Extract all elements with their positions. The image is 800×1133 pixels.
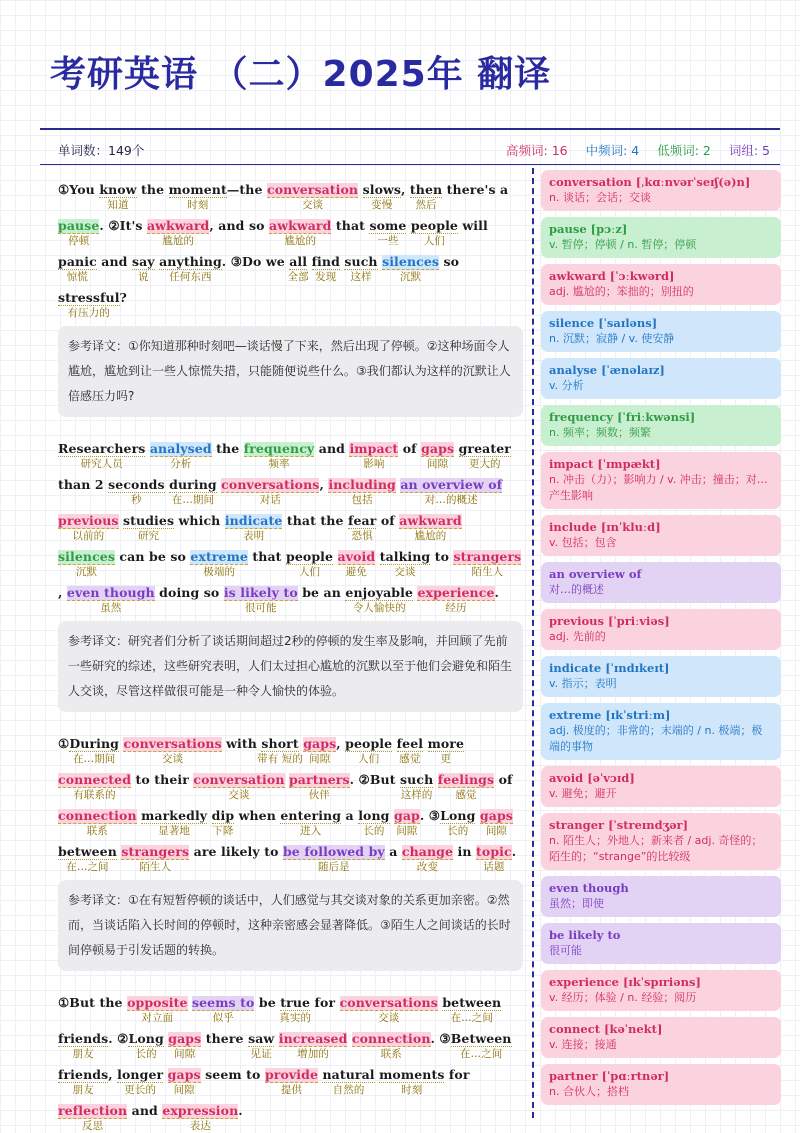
word-translation: 话题 <box>483 861 505 873</box>
passage-word: such 这样的 <box>400 772 434 801</box>
passage-word: conversations 交谈 <box>123 736 222 765</box>
passage-word: even though 虽然 <box>66 585 155 614</box>
passage-word: frequency 频率 <box>243 441 315 470</box>
vocab-definition: v. 避免；避开 <box>549 787 617 800</box>
word-translation: 间隙 <box>173 1084 195 1096</box>
passage-word: more 更 <box>427 736 465 765</box>
word-translation: 令人愉快的 <box>352 602 406 614</box>
word-translation: 联系 <box>86 825 108 837</box>
word-translation: 朋友 <box>72 1084 94 1096</box>
word-translation: 间隙 <box>485 825 508 837</box>
vocab-headword: extreme [ɪkˈstriːm] <box>549 708 671 722</box>
word-translation: 然后 <box>415 199 437 211</box>
vocab-headword: indicate [ˈɪndɪkeɪt] <box>549 661 670 675</box>
word-translation: 带有 短的 <box>257 753 303 765</box>
passage-word: feelings 感觉 <box>437 772 495 801</box>
vocab-card <box>541 876 781 917</box>
word-translation: 在…之间 <box>450 1012 493 1024</box>
passage-word: awkward 尴尬的 <box>146 218 210 247</box>
vocab-card <box>541 217 781 258</box>
passage-word: during 在…期间 <box>169 477 217 506</box>
passage-word: gap 间隙 <box>393 808 420 837</box>
passage-word: previous 以前的 <box>58 513 119 542</box>
word-translation: 表明 <box>242 530 265 542</box>
word-translation: 停顿 <box>68 235 90 247</box>
vocab-definition: n. 沉默；寂静 / v. 使安静 <box>549 332 675 345</box>
reference-translation: 参考译文：研究者们分析了谈话期间超过2秒的停顿的发生率及影响，并回顾了先前一些研究的综述，这些研究表明，人们太过担心尴尬的沉默以至于他们会避免和陌生人交谈，尽管这样做很可能是一种令人愉快的体验。 <box>58 621 523 712</box>
word-translation: 更长的 <box>124 1084 157 1096</box>
word-translation: 似乎 <box>212 1012 234 1024</box>
word-translation: 秒 <box>131 494 142 506</box>
vocab-card <box>541 405 781 446</box>
word-translation: 间隙 <box>396 825 418 837</box>
vocab-card <box>541 515 781 556</box>
passage-word: conversations 对话 <box>221 477 320 506</box>
passage-word: conversations 交谈 <box>339 995 438 1024</box>
vocab-definition: v. 暂停；停顿 / n. 暂停；停顿 <box>549 238 697 251</box>
vocab-headword: previous [ˈpriːviəs] <box>549 614 670 628</box>
word-translation: 频率 <box>268 458 290 470</box>
word-translation: 感觉 <box>455 789 477 801</box>
word-translation: 提供 <box>280 1084 303 1096</box>
passage-word: silences 沉默 <box>382 254 440 283</box>
vocab-card <box>541 923 781 964</box>
passage-word: connection 联系 <box>351 1031 431 1060</box>
top-divider <box>40 128 780 130</box>
passage-word: pause 停顿 <box>58 218 100 247</box>
word-translation: 更大的 <box>468 458 501 470</box>
vocab-headword: stranger [ˈstreɪndʒər] <box>549 818 689 832</box>
vocab-headword: frequency [ˈfriːkwənsi] <box>549 410 696 424</box>
passage-word: conversation 交谈 <box>193 772 285 801</box>
vocab-card <box>541 452 781 509</box>
word-translation: 包括 <box>351 494 373 506</box>
passage-word: markedly 显著地 <box>141 808 208 837</box>
passage-word: such 这样 <box>344 254 378 283</box>
word-translation: 避免 <box>345 566 367 578</box>
passage-word: gaps 间隙 <box>421 441 455 470</box>
passage-word: seconds 秒 <box>108 477 165 506</box>
passage-word: fear 恐惧 <box>348 513 377 542</box>
word-translation: 虽然 <box>100 602 122 614</box>
passage-word: Long 长的 <box>440 808 476 837</box>
vocab-card <box>541 656 781 697</box>
frequency-counts <box>492 141 770 159</box>
vocab-definition: adj. 极度的；非常的；末端的 / n. 极端；极端的事物 <box>549 724 763 753</box>
word-translation: 交谈 <box>161 753 184 765</box>
passage-word: change 改变 <box>401 844 454 873</box>
word-translation: 增加的 <box>297 1048 329 1060</box>
passage-word: gaps 间隙 <box>303 736 337 765</box>
word-translation: 沉默 <box>399 271 422 283</box>
reference-translation: 参考译文：①在有短暂停顿的谈话中，人们感觉与其交谈对象的关系更加亲密。②然而，当谈话陷入长时间的停顿时，这种亲密感会显著降低。③陌生人之间谈话的长时间停顿易于引发话题的转换。 <box>58 880 523 971</box>
word-translation: 对立面 <box>141 1012 174 1024</box>
vocab-headword: impact [ˈɪmpækt] <box>549 457 661 471</box>
passage-word: opposite 对立面 <box>127 995 188 1024</box>
passage-paragraph: ①During 在…期间 conversations 交谈 with short 带有 短的 gaps 间隙 , people 人们 feel 感觉 more 更 connected 有联系的 to their conversation 交谈 partners 伙伴 . ②But such 这样的 feelings 感觉 of connection 联系 markedly 显著地 dip 下降 when entering 进入 a long 长的 gap 间隙 . ③Long 长的 gaps 间隙 between 在…之间 strangers 陌生人 are likely to be followed by 随后是 a change 改变 in topic 话题 . <box>58 736 517 873</box>
passage-word: then 然后 <box>409 182 443 211</box>
vocab-headword: conversation [ˌkɑːnvərˈseɪʃ(ə)n] <box>549 175 751 189</box>
vocab-definition: n. 谈话；会话；交谈 <box>549 191 651 204</box>
passage-paragraph: ①But the opposite 对立面 seems to 似乎 be true 真实的 for conversations 交谈 between 在…之间 friends 朋友 . ②Long 长的 gaps 间隙 there saw 见证 increased 增加的 connection 联系 . ③Between 在…之间 friends 朋友 , longer 更长的 gaps 间隙 seem to provide 提供 natural 自然的 moments 时刻 for reflection 反思 and expression 表达 . <box>58 995 512 1132</box>
vocab-definition: 很可能 <box>549 944 582 957</box>
word-translation: 长的 <box>447 825 469 837</box>
word-count: 单词数：149个 <box>58 143 145 158</box>
word-translation: 下降 <box>212 825 234 837</box>
vocab-definition: 对…的概述 <box>549 583 604 596</box>
passage-word: gaps 间隙 <box>168 1031 202 1060</box>
passage-word: gaps 间隙 <box>479 808 513 837</box>
word-translation: 交谈 <box>301 199 324 211</box>
passage-word: slows 变慢 <box>362 182 401 211</box>
passage-word: stressful 有压力的 <box>58 290 120 319</box>
vocab-definition: adj. 尴尬的；笨拙的；别扭的 <box>549 285 694 298</box>
passage-word: impact 影响 <box>349 441 399 470</box>
passage-word: expression 表达 <box>162 1103 239 1132</box>
word-translation: 见证 <box>250 1048 272 1060</box>
word-translation: 长的 <box>135 1048 157 1060</box>
passage-word: saw 见证 <box>248 1031 275 1060</box>
vocab-headword: awkward [ˈɔːkwərd] <box>549 269 675 283</box>
vocab-definition: n. 频率；频数；频繁 <box>549 426 651 439</box>
vocabulary-list <box>541 170 781 1111</box>
word-translation: 人们 <box>358 753 380 765</box>
word-translation: 尴尬的 <box>414 530 447 542</box>
word-translation: 很可能 <box>244 602 277 614</box>
stats-bar <box>58 141 770 159</box>
passage-word: strangers 陌生人 <box>453 549 522 578</box>
word-translation: 陌生人 <box>139 861 172 873</box>
high-frequency-count: 高频词: 16 <box>506 143 568 158</box>
word-translation: 研究人员 <box>80 458 123 470</box>
vocab-card <box>541 1017 781 1058</box>
vocab-card <box>541 358 781 399</box>
word-translation: 间隙 <box>174 1048 196 1060</box>
word-translation: 自然的 <box>332 1084 365 1096</box>
word-translation: 说 <box>137 271 149 283</box>
passage-word: partners 伙伴 <box>288 772 350 801</box>
word-translation: 感觉 <box>399 753 421 765</box>
passage-word: moment 时刻 <box>168 182 227 211</box>
word-translation: 尴尬的 <box>162 235 195 247</box>
vocab-card <box>541 264 781 305</box>
passage-word: long 长的 <box>358 808 390 837</box>
vocab-headword: pause [pɔːz] <box>549 222 628 236</box>
passage-word: friends 朋友 <box>58 1031 109 1060</box>
word-translation: 对…的概述 <box>424 494 478 506</box>
word-translation: 交谈 <box>378 1012 400 1024</box>
vocab-card <box>541 562 781 603</box>
vocab-definition: adj. 先前的 <box>549 630 606 643</box>
passage-word: Between 在…之间 <box>450 1031 512 1060</box>
vocab-headword: analyse [ˈænəlaɪz] <box>549 363 665 377</box>
vocab-headword: include [ɪnˈkluːd] <box>549 520 661 534</box>
vocab-card <box>541 703 781 760</box>
word-translation: 惊慌 <box>66 271 88 283</box>
passage-word: talking 交谈 <box>379 549 431 578</box>
passage-word: analysed 分析 <box>149 441 212 470</box>
passage-word: experience 经历 <box>417 585 495 614</box>
vocab-definition: v. 连接；接通 <box>549 1038 617 1051</box>
vocab-definition: n. 陌生人；外地人；新来者 / adj. 奇怪的；陌生的；“strange”的比较级 <box>549 834 763 863</box>
vocab-card <box>541 609 781 650</box>
vocab-headword: connect [kəˈnekt] <box>549 1022 663 1036</box>
vocab-definition: v. 经历；体验 / n. 经验；阅历 <box>549 991 697 1004</box>
vocab-card <box>541 1064 781 1105</box>
vocab-headword: partner [ˈpɑːrtnər] <box>549 1069 670 1083</box>
vocab-definition: v. 分析 <box>549 379 584 392</box>
word-translation: 有联系的 <box>73 789 116 801</box>
word-translation: 研究 <box>137 530 160 542</box>
word-translation: 随后是 <box>317 861 350 873</box>
passage-word: reflection 反思 <box>58 1103 128 1132</box>
passage-word: be followed by 随后是 <box>282 844 385 873</box>
vocab-headword: avoid [əˈvɔɪd] <box>549 771 635 785</box>
word-translation: 朋友 <box>72 1048 94 1060</box>
passage-word: people 人们 <box>345 736 393 765</box>
passage-word: seems to 似乎 <box>191 995 255 1024</box>
word-translation: 长的 <box>363 825 385 837</box>
reference-translation: 参考译文：①你知道那种时刻吧—谈话慢了下来，然后出现了停顿。②这种场面令人尴尬，尴尬到让一些人惊慌失措，只能随便说些什么。③我们都认为这样的沉默让人倍感压力吗? <box>58 326 523 417</box>
word-translation: 全部 <box>287 271 309 283</box>
word-translation: 时刻 <box>401 1084 423 1096</box>
word-translation: 时刻 <box>187 199 209 211</box>
word-translation: 间隙 <box>309 753 331 765</box>
word-translation: 陌生人 <box>471 566 504 578</box>
passage-word: an overview of 对…的概述 <box>400 477 503 506</box>
word-translation: 在…期间 <box>72 753 116 765</box>
passage-word: Long 长的 <box>128 1031 164 1060</box>
word-translation: 以前的 <box>72 530 105 542</box>
passage-word: people 人们 <box>286 549 334 578</box>
passage-word: natural 自然的 <box>322 1067 375 1096</box>
word-translation: 变慢 <box>371 199 393 211</box>
word-translation: 交谈 <box>394 566 416 578</box>
vocab-headword: silence [ˈsaɪləns] <box>549 316 658 330</box>
word-translation: 沉默 <box>75 566 98 578</box>
word-translation: 这样 <box>350 271 372 283</box>
passage-word: some 一些 <box>369 218 407 247</box>
word-translation: 进入 <box>300 825 322 837</box>
word-translation: 一些 <box>377 235 399 247</box>
passage-word: longer 更长的 <box>117 1067 164 1096</box>
vocab-card <box>541 170 781 211</box>
word-translation: 影响 <box>363 458 385 470</box>
low-frequency-count: 低频词: 2 <box>657 143 711 158</box>
word-translation: 有压力的 <box>67 307 110 319</box>
passage-word: awkward 尴尬的 <box>399 513 462 542</box>
passage-word: provide 提供 <box>264 1067 319 1096</box>
passage-word: know 知道 <box>99 182 137 211</box>
passage-word: Researchers 研究人员 <box>58 441 146 470</box>
passage-word: entering 进入 <box>280 808 342 837</box>
vocab-headword: be likely to <box>549 928 621 942</box>
word-translation: 真实的 <box>279 1012 312 1024</box>
mid-frequency-count: 中频词: 4 <box>585 143 640 158</box>
passage-word: gaps 间隙 <box>167 1067 201 1096</box>
passage-word: panic 惊慌 <box>58 254 97 283</box>
vocab-definition: n. 冲击（力）；影响力 / v. 冲击；撞击；对…产生影响 <box>549 473 768 502</box>
passage-word: feel 感觉 <box>396 736 424 765</box>
word-translation: 任何东西 <box>169 271 212 283</box>
passage-word: people 人们 <box>410 218 458 247</box>
passage-word: silences 沉默 <box>58 549 115 578</box>
passage-word: conversation 交谈 <box>267 182 359 211</box>
passage-word: strangers 陌生人 <box>121 844 190 873</box>
passage-word: dip 下降 <box>211 808 235 837</box>
stats-divider <box>40 164 780 165</box>
vocab-card <box>541 311 781 352</box>
word-translation: 经历 <box>445 602 467 614</box>
passage-word: indicate 表明 <box>224 513 283 542</box>
vocab-definition: n. 合伙人；搭档 <box>549 1085 629 1098</box>
word-translation: 间隙 <box>426 458 449 470</box>
passage-word: increased 增加的 <box>278 1031 348 1060</box>
word-translation: 改变 <box>416 861 439 873</box>
passage-word: say 说 <box>131 254 155 283</box>
passage-word: find 发现 <box>311 254 340 283</box>
passage-word: between 在…之间 <box>58 844 117 873</box>
passage-word: connected 有联系的 <box>58 772 132 801</box>
column-divider <box>532 168 534 1118</box>
word-translation: 对话 <box>259 494 281 506</box>
vocab-card <box>541 970 781 1011</box>
passage-word: studies 研究 <box>123 513 175 542</box>
word-translation: 交谈 <box>228 789 250 801</box>
word-translation: 表达 <box>189 1120 211 1132</box>
vocab-definition: v. 指示；表明 <box>549 677 617 690</box>
passage-word: During 在…期间 <box>69 736 120 765</box>
passage-word: is likely to 很可能 <box>223 585 298 614</box>
vocab-definition: v. 包括；包含 <box>549 536 617 549</box>
vocab-definition: 虽然；即使 <box>549 897 604 910</box>
vocab-card <box>541 766 781 807</box>
word-translation: 在…之间 <box>66 861 109 873</box>
vocab-headword: an overview of <box>549 567 642 581</box>
vocab-headword: even though <box>549 881 629 895</box>
word-translation: 显著地 <box>158 825 191 837</box>
word-translation: 人们 <box>298 566 321 578</box>
passage-word: connection 联系 <box>58 808 137 837</box>
passage-word: true 真实的 <box>279 995 312 1024</box>
passage-word: friends 朋友 <box>58 1067 109 1096</box>
passage-column <box>58 172 523 1132</box>
vocab-card <box>541 813 781 870</box>
word-translation: 人们 <box>423 235 446 247</box>
passage-word: including 包括 <box>328 477 396 506</box>
passage-word: all 全部 <box>287 254 309 283</box>
phrase-count: 词组: 5 <box>728 143 770 158</box>
passage-word: topic 话题 <box>476 844 512 873</box>
word-translation: 恐惧 <box>351 530 373 542</box>
vocab-headword: experience [ɪkˈspɪriəns] <box>549 975 701 989</box>
word-translation: 伙伴 <box>308 789 330 801</box>
passage-word: awkward 尴尬的 <box>269 218 332 247</box>
passage-word: enjoyable 令人愉快的 <box>345 585 414 614</box>
word-translation: 在…之间 <box>459 1048 503 1060</box>
passage-word: extreme 极端的 <box>190 549 248 578</box>
passage-word: greater 更大的 <box>458 441 511 470</box>
word-translation: 发现 <box>315 271 337 283</box>
passage-paragraph: Researchers 研究人员 analysed 分析 the frequency 频率 and impact 影响 of gaps 间隙 greater 更大的 than 2 seconds 秒 during 在…期间 conversations 对话 , including 包括 an overview of 对…的概述 previous 以前的 studies 研究 which indicate 表明 that the fear 恐惧 of awkward 尴尬的 silences 沉默 can be so extreme 极端的 that people 人们 avoid 避免 talking 交谈 to strangers 陌生人 , even though 虽然 doing so is likely to 很可能 be an enjoyable 令人愉快的 experience 经历 . <box>58 441 522 614</box>
word-translation: 在…期间 <box>171 494 215 506</box>
passage-word: avoid 避免 <box>337 549 376 578</box>
word-translation: 极端的 <box>203 566 236 578</box>
word-translation: 反思 <box>81 1120 104 1132</box>
word-translation: 更 <box>440 753 452 765</box>
word-translation: 尴尬的 <box>284 235 317 247</box>
passage-word: moments 时刻 <box>379 1067 445 1096</box>
passage-word: short 带有 短的 <box>257 736 303 765</box>
word-translation: 知道 <box>107 199 129 211</box>
passage-paragraph: ①You know 知道 the moment 时刻 —the conversation 交谈 slows 变慢 , then 然后 there's a pause 停顿 . ②It's awkward 尴尬的 , and so awkward 尴尬的 that some 一些 people 人们 will panic 惊慌 and say 说 anything 任何东西 . ③Do we all 全部 find 发现 such 这样 silences 沉默 so stressful 有压力的 ? <box>58 182 509 319</box>
word-translation: 联系 <box>380 1048 402 1060</box>
page-title: 考研英语 （二）2025年 翻译 <box>50 54 552 95</box>
word-translation: 这样的 <box>400 789 433 801</box>
passage-word: anything 任何东西 <box>159 254 222 283</box>
word-translation: 分析 <box>170 458 192 470</box>
passage-word: between 在…之间 <box>442 995 502 1024</box>
